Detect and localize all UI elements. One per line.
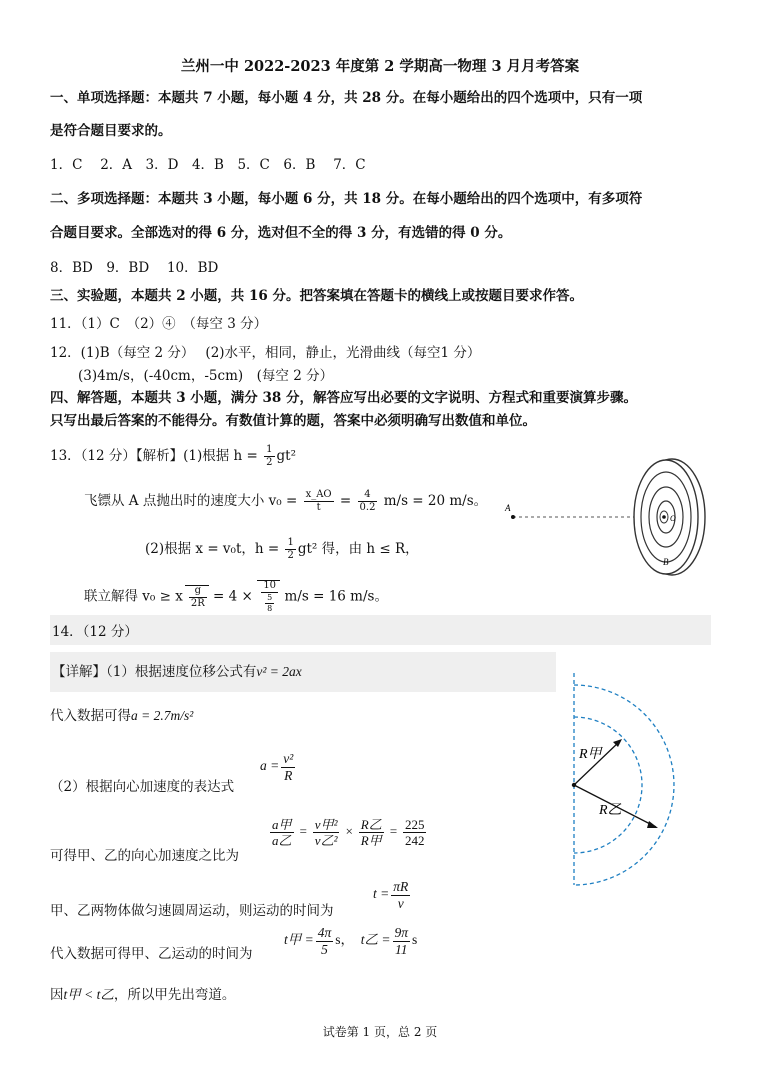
label-a: A (505, 503, 511, 513)
q14-ratio-formula: $\frac{\text{a甲}}{\text{a乙}}$ = $\frac{\text{v甲²}}{\text{v乙²}}$ × $\frac{\text{R乙}}{\text{R甲}}$ = $\frac{225}{242}$ (272, 817, 425, 848)
section1-heading-line2: 是符合题目要求的。 (50, 123, 172, 139)
q14-detail: 【详解】（1）根据速度位移公式有v² = 2ax (52, 664, 302, 680)
q14-header-band (50, 615, 711, 645)
section2-heading-line2: 合题目要求。全部选对的得 6 分，选对但不全的得 3 分，有选错的得 0 分。 (50, 225, 512, 241)
q14-ratio-text: 可得甲、乙的向心加速度之比为 (50, 848, 239, 864)
q14-conclusion: 因t甲 < t乙，所以甲先出弯道。 (50, 987, 236, 1003)
section3-heading: 三、实验题，本题共 2 小题，共 16 分。把答案填在答题卡的横线上或按题目要求作答。 (50, 288, 583, 304)
section4-heading-line2: 只写出最后答案的不能得分。有数值计算的题，答案中必须明确写出数值和单位。 (50, 413, 536, 429)
radius-yi-arrowhead (647, 821, 658, 828)
q14-curve-diagram (555, 645, 730, 890)
page-footer: 试卷第 1 页，总 2 页 (322, 1025, 438, 1039)
q14-motion-text: 甲、乙两物体做匀速圆周运动，则运动的时间为 (50, 903, 334, 919)
label-r-jia: R甲 (579, 747, 602, 762)
q12-answer-line2: (3)4m/s，(-40cm，-5cm) (每空 2 分） (78, 368, 334, 384)
page-title: 兰州一中 2022-2023 年度第 2 学期高一物理 3 月月考答案 (180, 58, 580, 75)
q14-centripetal-formula: a = $\frac{\text{v²}}{R}$ (260, 751, 294, 783)
q13-v0-formula: 飞镖从 A 点抛出时的速度大小 v₀ = $\frac{x\_AO}{t}$ = $\frac{4}{0.2}$ m/s = 20 m/s。 (84, 489, 488, 513)
section4-heading-line1: 四、解答题，本题共 3 小题，满分 38 分，解答应写出必要的文字说明、方程式和重要演算步骤。 (50, 390, 637, 406)
q14-header: 14．（12 分） (52, 624, 138, 640)
section1-answers: 1．C 2．A 3．D 4．B 5．C 6．B 7．C (50, 157, 366, 173)
outer-arc (574, 685, 674, 885)
section1-heading-line1: 一、单项选择题：本题共 7 小题，每小题 4 分，共 28 分。在每小题给出的四个选项中，只有一项 (50, 90, 643, 106)
label-b: B (663, 557, 669, 567)
q11-answer: 11．（1）C （2）④ （每空 3 分） (50, 316, 268, 332)
section2-answers: 8．BD 9．BD 10．BD (50, 260, 219, 276)
label-o: O (670, 514, 676, 523)
q12-answer-line1: 12．(1)B（每空 2 分） (2)水平，相同，静止，光滑曲线（每空1 分） (50, 345, 481, 361)
inner-arc (574, 717, 642, 853)
q14-part2-text: （2）根据向心加速度的表达式 (50, 779, 235, 795)
target-center (662, 515, 666, 519)
q13-result: 联立解得 v₀ ≥ x $\frac{g}{2R}$ = 4 × $\frac{10}{\frac{5}{8}}$ m/s = 16 m/s。 (84, 580, 388, 613)
point-a (511, 515, 515, 519)
q13-target-diagram (500, 455, 715, 580)
label-r-yi: R乙 (599, 803, 622, 818)
q14-time-values-text: 代入数据可得甲、乙运动的时间为 (50, 946, 253, 962)
q14-acceleration: 代入数据可得a = 2.7m/s² (50, 708, 194, 724)
q13-intro: 13．（12 分）【解析】(1)根据 h = $\frac{1}{2}$ gt² (50, 444, 297, 468)
q14-time-values: t甲 = $\frac{4\pi}{5}$ s， t乙 = $\frac{9\pi}{11}$ s (284, 925, 418, 957)
q13-part2: (2)根据 x = v₀t，h = $\frac{1}{2}$ gt² 得，由 h ≤ R， (145, 537, 419, 561)
section2-heading-line1: 二、多项选择题：本题共 3 小题，每小题 6 分，共 18 分。在每小题给出的四个选项中，有多项符 (50, 191, 643, 207)
q14-time-formula: t = $\frac{\pi R}{v}$ (373, 879, 409, 911)
